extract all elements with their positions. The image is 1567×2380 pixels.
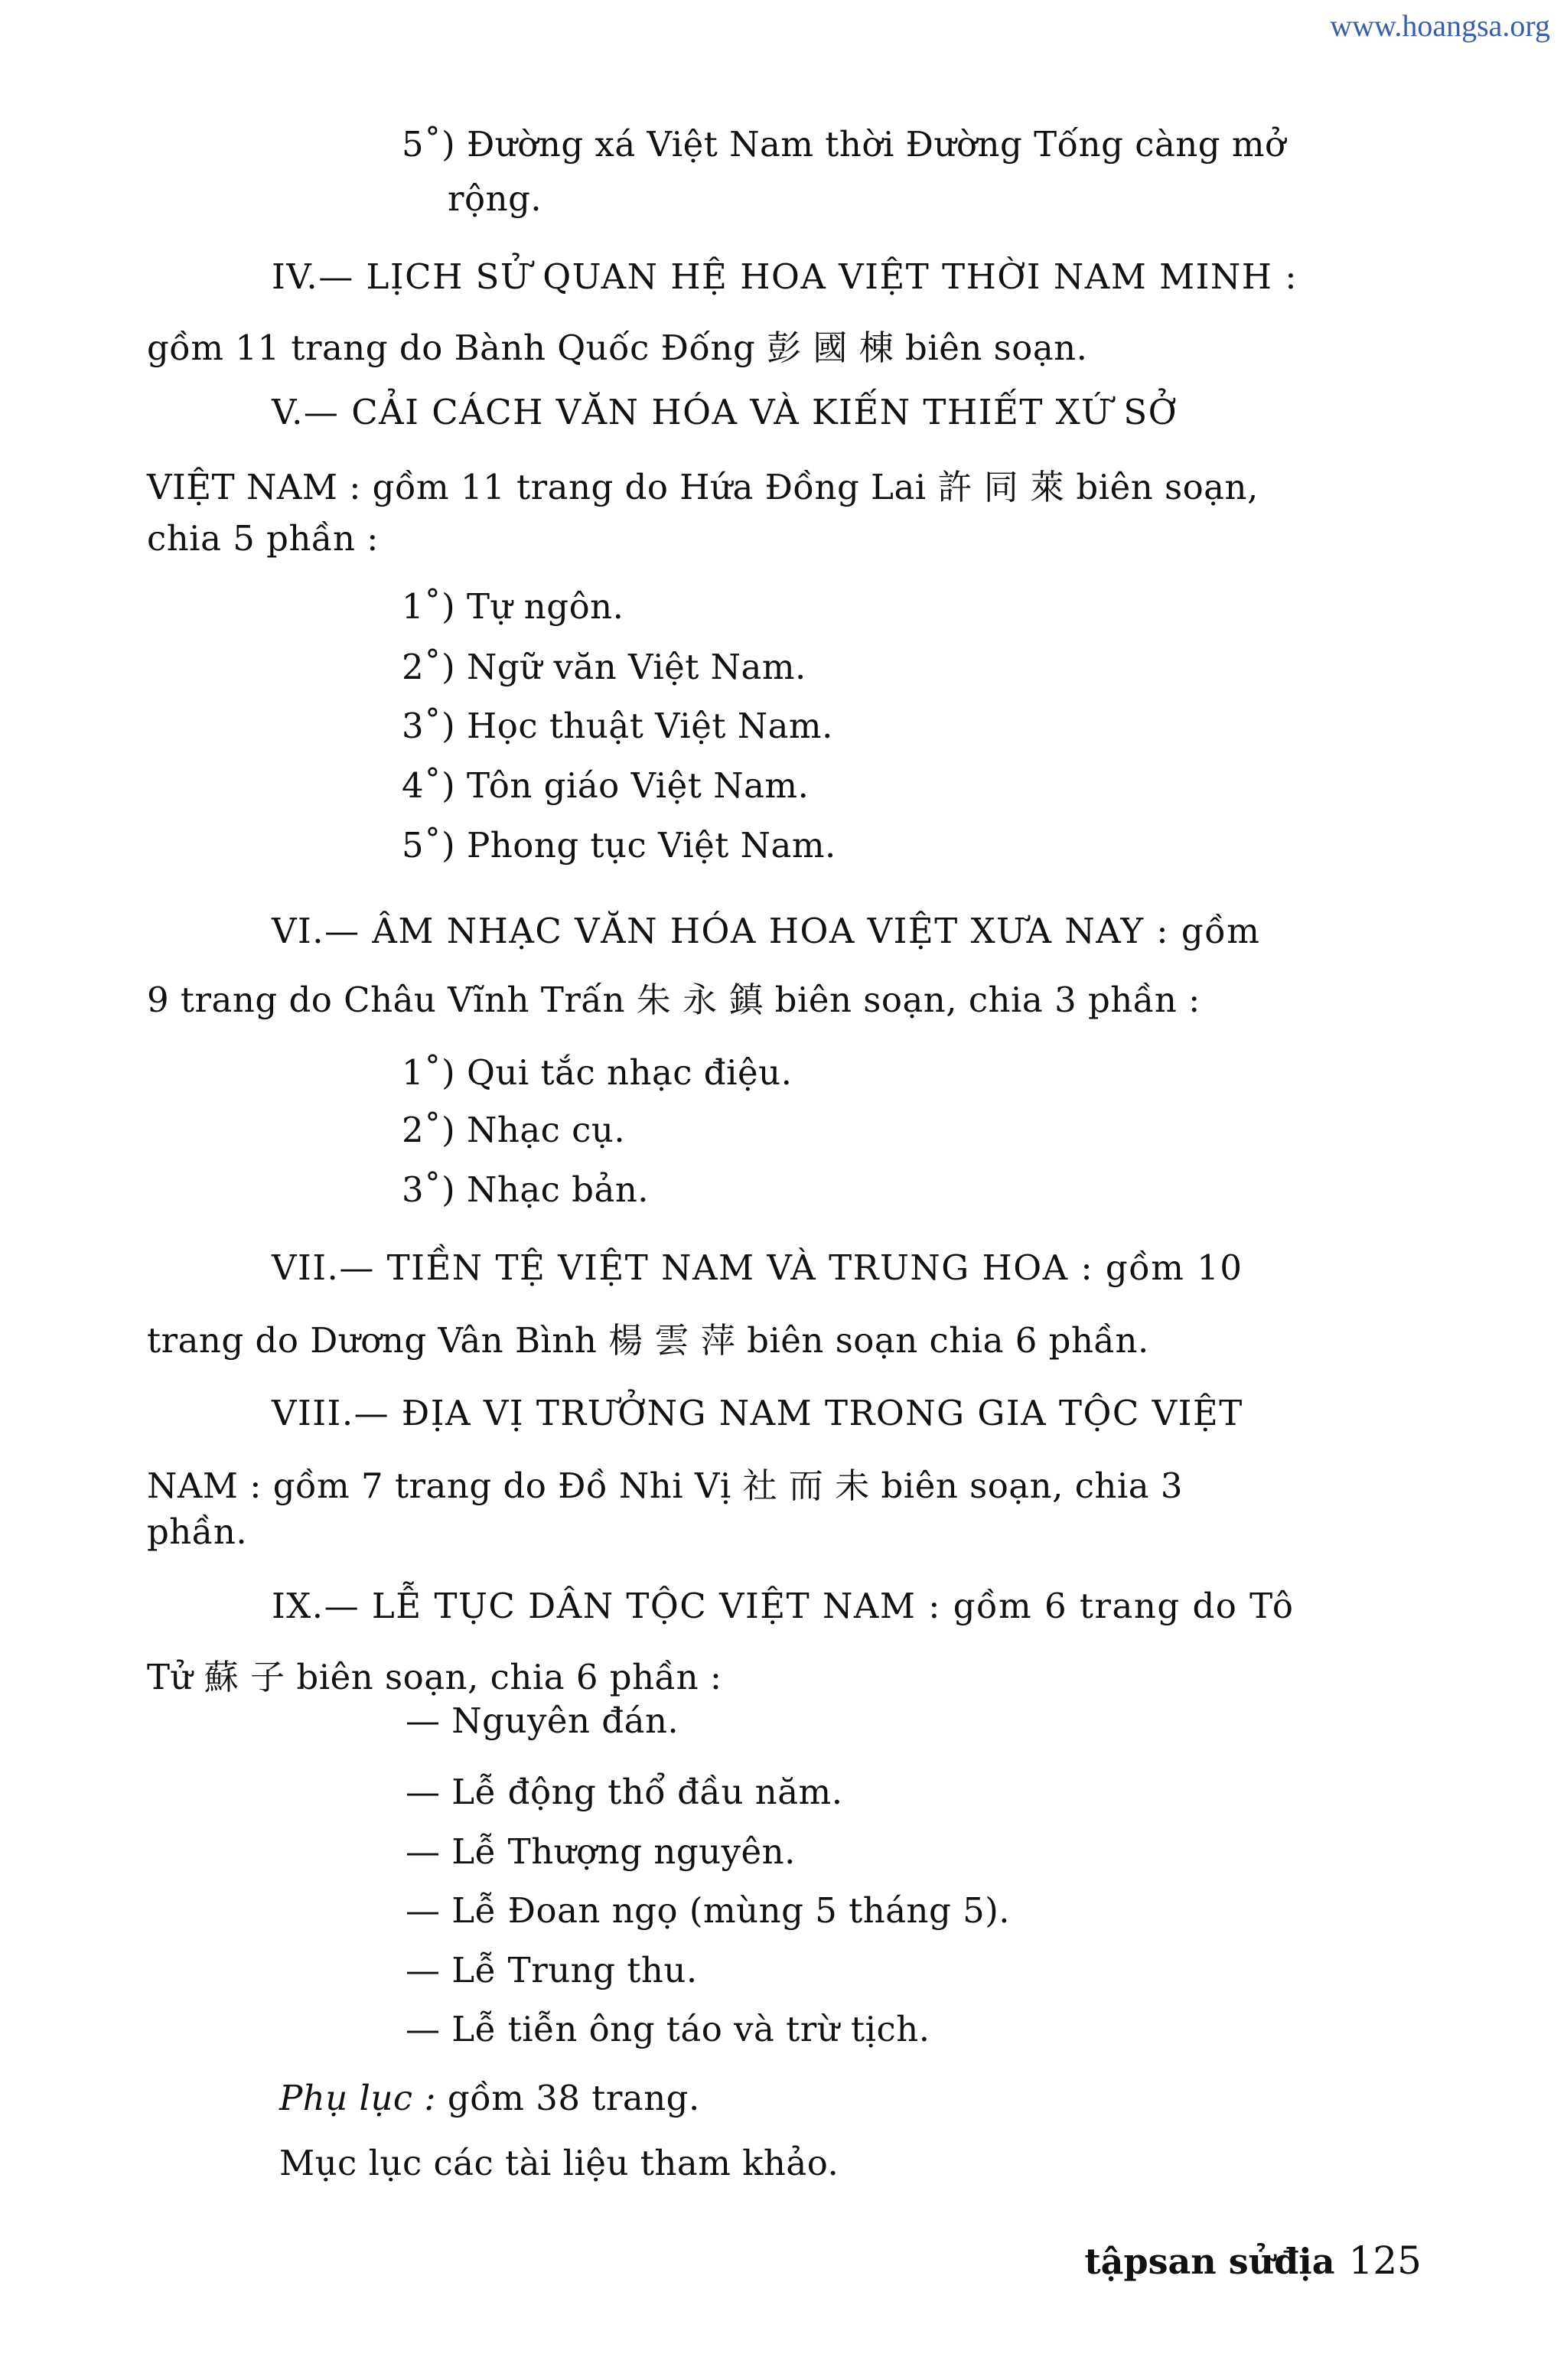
section-8-heading: VIII.— ĐỊA VỊ TRƯỞNG NAM TRONG GIA TỘC VIỆT [272, 1393, 1243, 1433]
contents-line: Mục lục các tài liệu tham khảo. [279, 2143, 839, 2183]
list-item: 1˚) Qui tắc nhạc điệu. [402, 1052, 793, 1093]
section-5-body-cont: chia 5 phần : [147, 518, 379, 559]
list-item: 3˚) Học thuật Việt Nam. [402, 706, 833, 746]
list-item: 3˚) Nhạc bản. [402, 1169, 650, 1210]
list-item: — Nguyên đán. [406, 1700, 679, 1741]
list-item: — Lễ Thượng nguyên. [406, 1831, 796, 1872]
list-item: 1˚) Tự ngôn. [402, 586, 624, 627]
list-item: — Lễ Trung thu. [406, 1950, 698, 1990]
section-9-heading: IX.— LỄ TỤC DÂN TỘC VIỆT NAM : gồm 6 trang do Tô [272, 1586, 1295, 1626]
section-7-body: trang do Dương Vân Bình 楊 雲 萍 biên soạn chia 6 phần. [147, 1320, 1149, 1361]
section-9-body: Tử 蘇 子 biên soạn, chia 6 phần : [147, 1657, 722, 1697]
appendix-line [279, 2078, 700, 2118]
section-7-heading: VII.— TIỀN TỆ VIỆT NAM VÀ TRUNG HOA : gồm 10 [272, 1247, 1243, 1288]
section-6-heading: VI.— ÂM NHẠC VĂN HÓA HOA VIỆT XƯA NAY : gồm [272, 911, 1261, 951]
appendix-label: Phụ lục : [279, 2078, 437, 2118]
list-item: 2˚) Nhạc cụ. [402, 1110, 626, 1150]
section-4-body: gồm 11 trang do Bành Quốc Đống 彭 國 棟 biên soạn. [147, 328, 1088, 368]
section-4-heading: IV.— LỊCH SỬ QUAN HỆ HOA VIỆT THỜI NAM MINH : [272, 256, 1298, 297]
item-5-cont: rộng. [448, 178, 542, 219]
list-item: — Lễ tiễn ông táo và trừ tịch. [406, 2009, 930, 2049]
section-5-heading: V.— CẢI CÁCH VĂN HÓA VÀ KIẾN THIẾT XỨ SỞ [272, 392, 1178, 432]
section-6-body: 9 trang do Châu Vĩnh Trấn 朱 永 鎮 biên soạn, chia 3 phần : [147, 980, 1200, 1020]
list-item: 4˚) Tôn giáo Việt Nam. [402, 765, 810, 806]
section-8-body-cont: phần. [147, 1511, 248, 1552]
appendix-text: gồm 38 trang. [436, 2078, 700, 2118]
list-item: 2˚) Ngữ văn Việt Nam. [402, 647, 806, 687]
watermark-url[interactable]: www.hoangsa.org [1330, 8, 1550, 43]
section-8-body: NAM : gồm 7 trang do Đồ Nhi Vị 社 而 未 biên soạn, chia 3 [147, 1465, 1184, 1506]
page-footer [1084, 2238, 1422, 2283]
journal-name: tậpsan sửđịa [1084, 2241, 1335, 2282]
item-5-line: 5˚) Đường xá Việt Nam thời Đường Tống càng mở [402, 124, 1286, 165]
list-item: 5˚) Phong tục Việt Nam. [402, 825, 836, 866]
list-item: — Lễ Đoan ngọ (mùng 5 tháng 5). [406, 1890, 1011, 1931]
page-number: 125 [1348, 2238, 1422, 2283]
section-5-body: VIỆT NAM : gồm 11 trang do Hứa Đồng Lai 許 同 萊 biên soạn, [147, 467, 1259, 507]
list-item: — Lễ động thổ đầu năm. [406, 1772, 843, 1812]
